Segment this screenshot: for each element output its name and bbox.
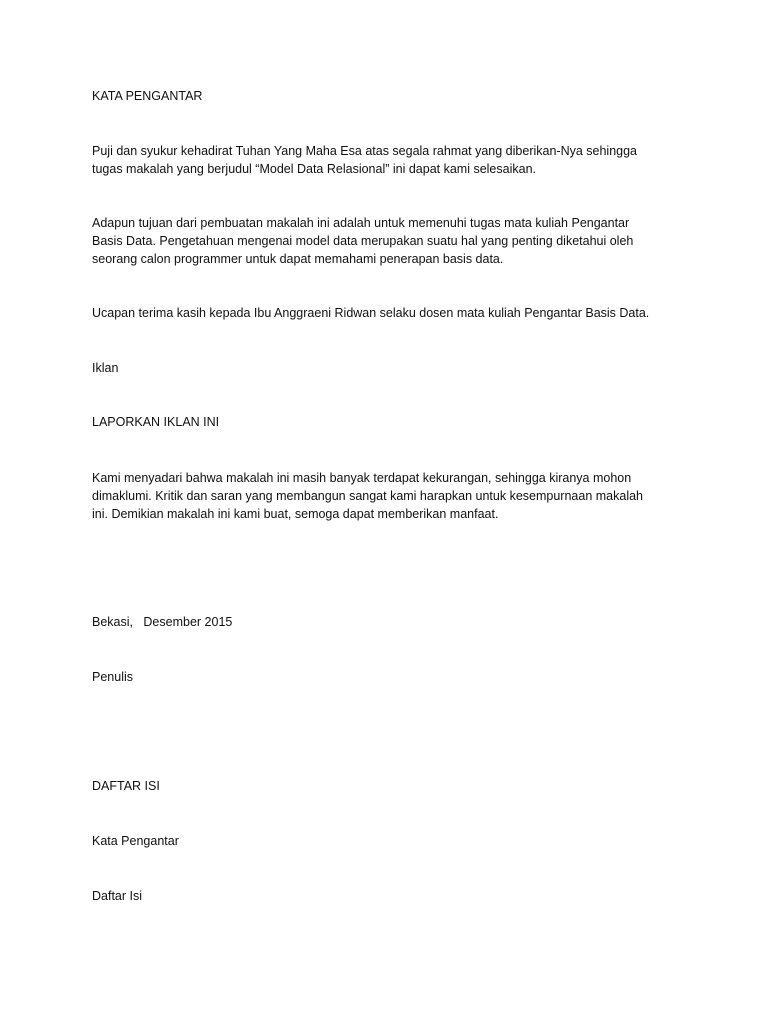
paragraph-line: Basis Data. Pengetahuan mengenai model data merupakan suatu hal yang penting diketahui oleh <box>92 234 634 248</box>
author-signature: Penulis <box>92 670 133 684</box>
paragraph-line: Kami menyadari bahwa makalah ini masih banyak terdapat kekurangan, sehingga kiranya mohon <box>92 471 632 485</box>
heading-daftar-isi: DAFTAR ISI <box>92 779 160 793</box>
toc-item: Kata Pengantar <box>92 834 179 848</box>
paragraph-line: Adapun tujuan dari pembuatan makalah ini adalah untuk memenuhi tugas mata kuliah Pengantar <box>92 216 630 230</box>
place-date: Bekasi, Desember 2015 <box>92 615 233 629</box>
paragraph-line: dimaklumi. Kritik dan saran yang membangun sangat kami harapkan untuk kesempurnaan makalah <box>92 489 643 503</box>
report-ad-link[interactable]: LAPORKAN IKLAN INI <box>92 415 220 429</box>
paragraph-intro <box>92 142 692 178</box>
heading-kata-pengantar: KATA PENGANTAR <box>92 89 203 103</box>
paragraph-line: seorang calon programmer untuk dapat memahami penerapan basis data. <box>92 252 504 266</box>
paragraph-thanks: Ucapan terima kasih kepada Ibu Anggraeni Ridwan selaku dosen mata kuliah Pengantar Basis Data. <box>92 306 650 320</box>
paragraph-purpose <box>92 214 692 268</box>
toc-item: Daftar Isi <box>92 889 143 903</box>
paragraph-line: ini. Demikian makalah ini kami buat, semoga dapat memberikan manfaat. <box>92 507 499 521</box>
paragraph-closing <box>92 469 692 523</box>
ad-label: Iklan <box>92 361 119 375</box>
paragraph-line: tugas makalah yang berjudul “Model Data Relasional” ini dapat kami selesaikan. <box>92 162 536 176</box>
paragraph-line: Puji dan syukur kehadirat Tuhan Yang Maha Esa atas segala rahmat yang diberikan-Nya sehingga <box>92 144 638 158</box>
